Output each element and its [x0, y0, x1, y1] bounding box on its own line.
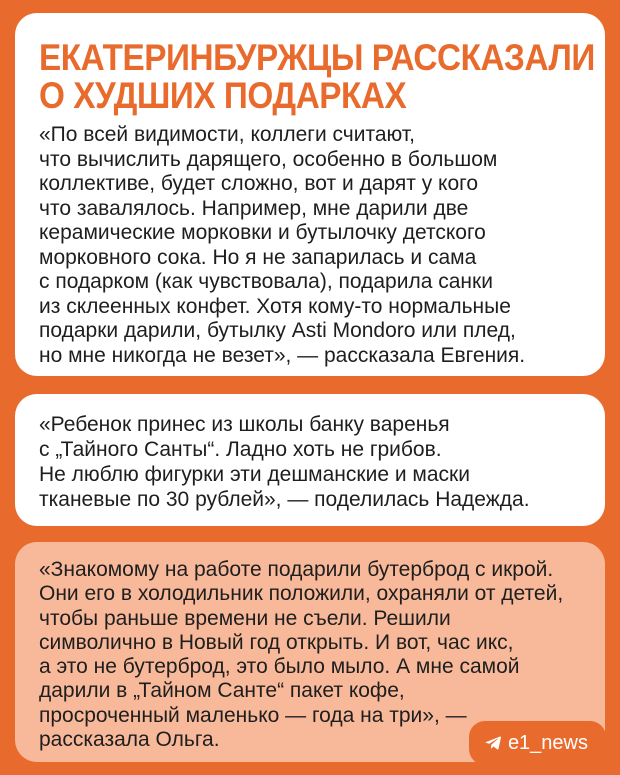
quote-line: символично в Новый год открыть. И вот, час икс,: [39, 630, 514, 654]
telegram-icon: [485, 736, 501, 750]
channel-name: e1_news: [507, 731, 588, 754]
quote-line: Они его в холодильник положили, охраняли от детей,: [39, 582, 564, 606]
channel-badge[interactable]: [469, 721, 606, 765]
quote-line: тканевые по 30 рублей», — поделилась Надежда.: [39, 488, 530, 511]
quote-line: с „Тайного Санты“. Ладно хоть не грибов.: [39, 438, 442, 461]
title-line-1: ЕКАТЕРИНБУРЖЦЫ РАССКАЗАЛИ: [39, 37, 595, 78]
quote-line: чтобы раньше времени не съели. Решили: [39, 606, 451, 630]
title-line-2: О ХУДШИХ ПОДАРКАХ: [39, 75, 407, 116]
quote-line: подарки дарили, бутылку Asti Mondoro или плед,: [39, 319, 516, 342]
quote-line: что завалялось. Например, мне дарили две: [39, 196, 469, 220]
story-quote-2: [39, 412, 581, 512]
page-title: [39, 37, 595, 116]
quote-line: просроченный маленько — года на три», —: [39, 703, 467, 727]
story-card-2: [15, 394, 605, 526]
quote-line: «Ребенок принес из школы банку варенья: [39, 413, 450, 436]
quote-line: коллективе, будет сложно, вот и дарят у кого: [39, 172, 479, 195]
quote-line: дарили в „Тайном Санте“ пакет кофе,: [39, 679, 405, 703]
quote-line: из склеенных конфет. Хотя кому-то нормальные: [39, 294, 511, 318]
quote-line: что вычислить дарящего, особенно в большом: [39, 147, 498, 171]
story-quote-1: [39, 123, 581, 368]
quote-line: морковного сока. Но я не запарилась и сама: [39, 245, 477, 269]
story-card-1: [15, 13, 605, 376]
quote-line: а это не бутерброд, это было мыло. А мне самой: [39, 655, 520, 679]
quote-line: Не люблю фигурки эти дешманские и маски: [39, 463, 470, 486]
quote-line: но мне никогда не везет», — рассказала Евгения.: [39, 343, 526, 367]
quote-line: керамические морковки и бутылочку детского: [39, 221, 486, 244]
quote-line: «По всей видимости, коллеги считают,: [39, 123, 415, 146]
quote-line: с подарком (как чувствовала), подарила санки: [39, 270, 493, 293]
quote-line: «Знакомому на работе подарили бутерброд с икрой.: [39, 558, 554, 581]
quote-line: рассказала Ольга.: [39, 728, 220, 752]
